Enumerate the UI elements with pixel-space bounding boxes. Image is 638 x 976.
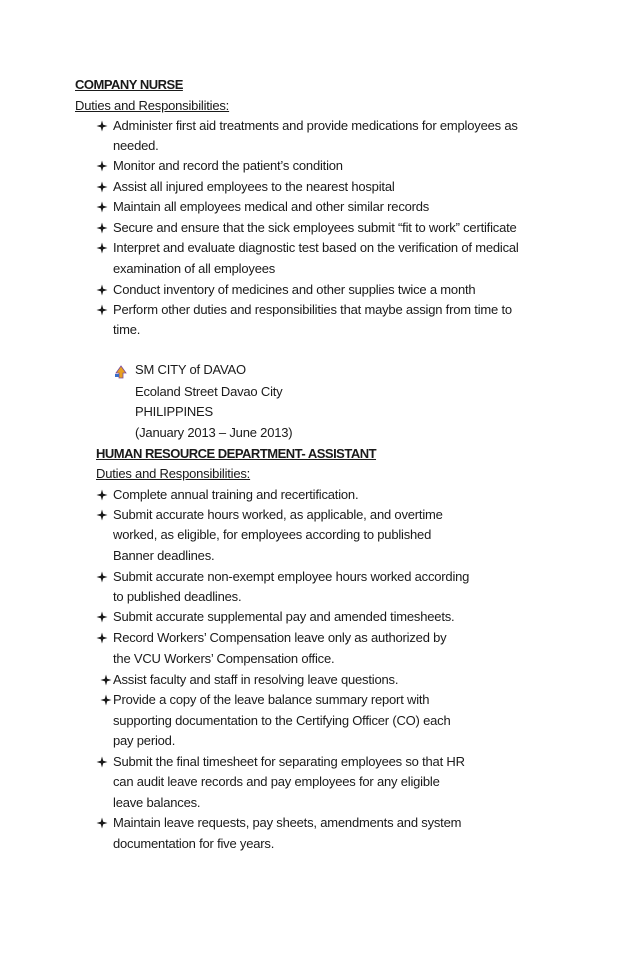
diamond-bullet-icon (96, 280, 108, 300)
diamond-bullet-icon (100, 670, 112, 690)
list-item-text: Perform other duties and responsibilities that maybe assign from time to (113, 302, 512, 317)
list-item-text: Administer first aid treatments and provide medications for employees as (113, 118, 518, 133)
diamond-bullet-icon (96, 607, 108, 627)
diamond-bullet-icon (96, 485, 108, 505)
duties-label-nurse: Duties and Responsibilities: (75, 98, 230, 113)
diamond-bullet-icon (96, 116, 108, 136)
list-item-text: Monitor and record the patient’s condition (113, 158, 343, 173)
employer-name: SM CITY of DAVAO (135, 362, 246, 377)
list-item-text: documentation for five years. (113, 836, 275, 851)
list-item-text: Interpret and evaluate diagnostic test based on the verification of medical (113, 240, 519, 255)
diamond-bullet-icon (96, 218, 108, 238)
list-item-text: Complete annual training and recertification. (113, 487, 359, 502)
list-item-text: Banner deadlines. (113, 548, 215, 563)
list-item-text: Assist faculty and staff in resolving leave questions. (113, 672, 399, 687)
list-item-text: Submit accurate supplemental pay and amended timesheets. (113, 609, 455, 624)
diamond-bullet-icon (96, 628, 108, 648)
employer-street: Ecoland Street Davao City (135, 384, 283, 399)
employer-country: PHILIPPINES (135, 404, 213, 419)
list-item-text: needed. (113, 138, 159, 153)
list-item-text: Maintain leave requests, pay sheets, amendments and system (113, 815, 462, 830)
diamond-bullet-icon (96, 197, 108, 217)
diamond-bullet-icon (96, 567, 108, 587)
diamond-bullet-icon (96, 752, 108, 772)
list-item-text: the VCU Workers’ Compensation office. (113, 651, 335, 666)
diamond-bullet-icon (96, 300, 108, 320)
duties-label-hr: Duties and Responsibilities: (96, 466, 251, 481)
list-item-text: to published deadlines. (113, 589, 242, 604)
list-item-text: Conduct inventory of medicines and other supplies twice a month (113, 282, 476, 297)
list-item-text: can audit leave records and pay employees for any eligible (113, 774, 440, 789)
section-title-hr-assistant: HUMAN RESOURCE DEPARTMENT- ASSISTANT (96, 446, 377, 461)
list-item-text: examination of all employees (113, 261, 276, 276)
diamond-bullet-icon (96, 238, 108, 258)
diamond-bullet-icon (96, 177, 108, 197)
diamond-bullet-icon (96, 156, 108, 176)
list-item-text: Submit accurate hours worked, as applicable, and overtime (113, 507, 443, 522)
employment-period: (January 2013 – June 2013) (135, 425, 293, 440)
list-item-text: Secure and ensure that the sick employees submit “fit to work” certificate (113, 220, 517, 235)
list-item-text: Maintain all employees medical and other similar records (113, 199, 430, 214)
diamond-bullet-icon (96, 505, 108, 525)
list-item-text: Record Workers’ Compensation leave only as authorized by (113, 630, 447, 645)
list-item-text: worked, as eligible, for employees according to published (113, 527, 432, 542)
list-item-text: time. (113, 322, 141, 337)
arrow-bullet-icon (113, 364, 129, 380)
list-item-text: leave balances. (113, 795, 201, 810)
list-item-text: Assist all injured employees to the nearest hospital (113, 179, 395, 194)
list-item-text: pay period. (113, 733, 176, 748)
list-item-text: supporting documentation to the Certifying Officer (CO) each (113, 713, 451, 728)
list-item-text: Submit accurate non-exempt employee hours worked according (113, 569, 470, 584)
list-item-text: Submit the final timesheet for separating employees so that HR (113, 754, 465, 769)
diamond-bullet-icon (96, 813, 108, 833)
section-title-company-nurse: COMPANY NURSE (75, 77, 183, 92)
diamond-bullet-icon (100, 690, 112, 710)
list-item-text: Provide a copy of the leave balance summary report with (113, 692, 430, 707)
